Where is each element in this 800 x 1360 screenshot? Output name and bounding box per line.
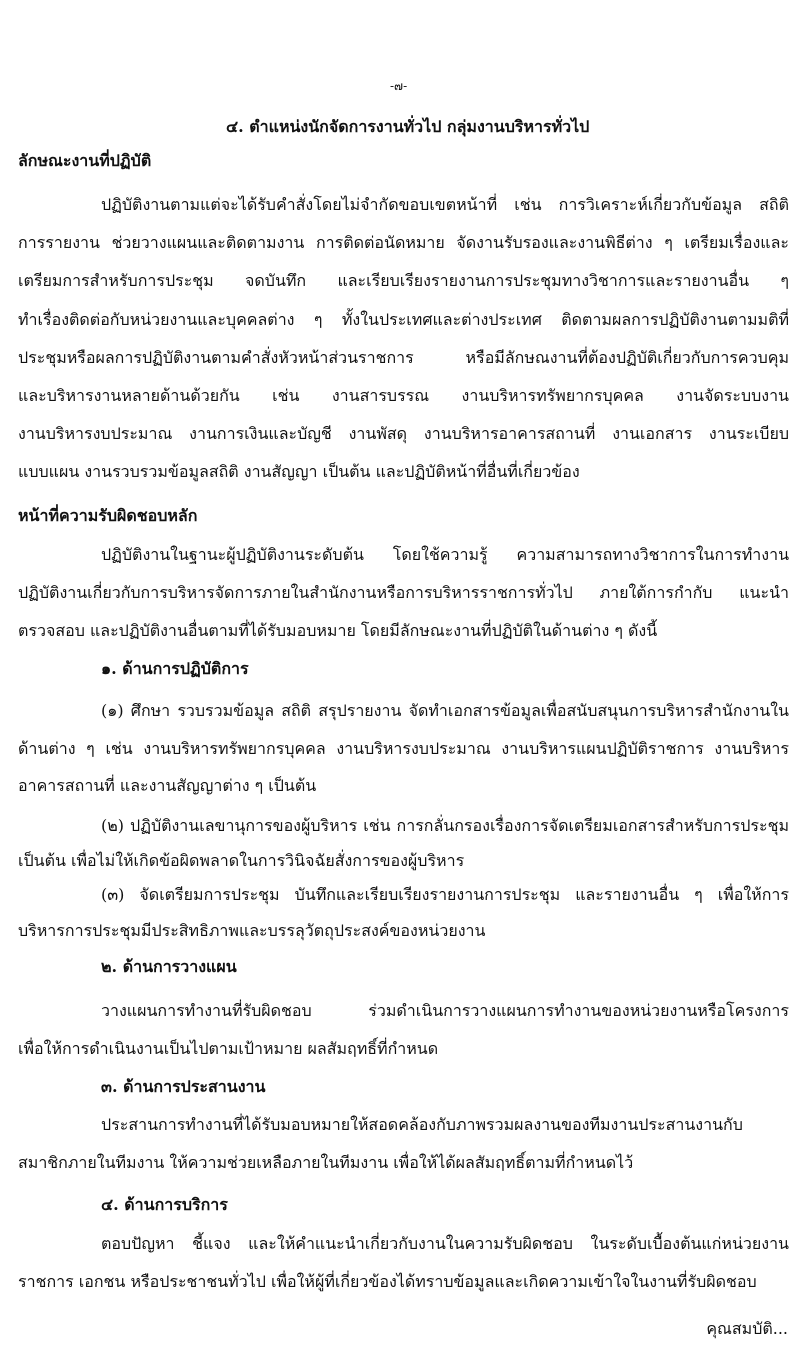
list-item-line: (๑) ศึกษา รวบรวมข้อมูล สถิติ สรุปรายงาน จัดทำเอกสารข้อมูลเพื่อสนับสนุนการบริหารสำนักงานใน bbox=[101, 701, 789, 720]
paragraph-line: งานบริหารงบประมาณ งานการเงินและบัญชี งานพัสดุ งานบริหารอาคารสถานที่ งานเอกสาร งานระเบียบ bbox=[18, 424, 789, 443]
paragraph-line: ปฏิบัติงานตามแต่จะได้รับคำสั่งโดยไม่จำกัดขอบเขตหน้าที่ เช่น การวิเคราะห์เกี่ยวกับข้อมูล สถิติ bbox=[101, 195, 789, 214]
paragraph-line: สมาชิกภายในทีมงาน ให้ความช่วยเหลือภายในทีมงาน เพื่อให้ได้ผลสัมฤทธิ์ตามที่กำหนดไว้ bbox=[18, 1153, 634, 1172]
list-item-line: (๒) ปฏิบัติงานเลขานุการของผู้บริหาร เช่น การกลั่นกรองเรื่องการจัดเตรียมเอกสารสำหรับการประชุม bbox=[101, 816, 789, 835]
paragraph-line: เพื่อให้การดำเนินงานเป็นไปตามเป้าหมาย ผลสัมฤทธิ์ที่กำหนด bbox=[18, 1039, 439, 1058]
section-heading-job-characteristics: ลักษณะงานที่ปฏิบัติ bbox=[18, 151, 152, 170]
page-number: -๗- bbox=[390, 79, 408, 93]
paragraph-line: ประสานการทำงานที่ได้รับมอบหมายให้สอดคล้องกับภาพรวมผลงานของทีมงานประสานงานกับ bbox=[101, 1115, 743, 1134]
list-item-line: ด้านต่าง ๆ เช่น งานบริหารทรัพยากรบุคคล งานบริหารงบประมาณ งานบริหารแผนปฏิบัติราชการ งานบริหาร bbox=[18, 739, 789, 758]
paragraph-line: ราชการ เอกชน หรือประชาชนทั่วไป เพื่อให้ผู้ที่เกี่ยวข้องได้ทราบข้อมูลและเกิดความเข้าใจในงานที่รับผิดชอบ bbox=[18, 1272, 757, 1291]
paragraph-line: ปฏิบัติงานเกี่ยวกับการบริหารจัดการภายในสำนักงานหรือการบริหารราชการทั่วไป ภายใต้การกำกับ แนะนำ bbox=[18, 583, 789, 602]
paragraph-line: วางแผนการทำงานที่รับผิดชอบ ร่วมดำเนินการวางแผนการทำงานของหน่วยงานหรือโครงการ bbox=[101, 1001, 789, 1020]
list-item-line: อาคารสถานที่ และงานสัญญาต่าง ๆ เป็นต้น bbox=[18, 776, 317, 795]
position-title: ๔. ตำแหน่งนักจัดการงานทั่วไป กลุ่มงานบริหารทั่วไป bbox=[226, 117, 590, 136]
subsection-heading-service: ๔. ด้านการบริการ bbox=[101, 1195, 228, 1214]
paragraph-line: ตอบปัญหา ชี้แจง และให้คำแนะนำเกี่ยวกับงานในความรับผิดชอบ ในระดับเบื้องต้นแก่หน่วยงาน bbox=[101, 1234, 789, 1253]
continuation-marker: คุณสมบัติ... bbox=[706, 1319, 788, 1338]
subsection-heading-coordination: ๓. ด้านการประสานงาน bbox=[101, 1077, 266, 1096]
list-item-line: บริหารการประชุมมีประสิทธิภาพและบรรลุวัตถุประสงค์ของหน่วยงาน bbox=[18, 921, 486, 940]
list-item-line: (๓) จัดเตรียมการประชุม บันทึกและเรียบเรียงรายงานการประชุม และรายงานอื่น ๆ เพื่อให้การ bbox=[101, 885, 789, 904]
list-item-line: เป็นต้น เพื่อไม่ให้เกิดข้อผิดพลาดในการวินิจฉัยสั่งการของผู้บริหาร bbox=[18, 851, 465, 870]
paragraph-line: ประชุมหรือผลการปฏิบัติงานตามคำสั่งหัวหน้าส่วนราชการ หรือมีลักษณงานที่ต้องปฏิบัติเกี่ยวกับการควบคุม bbox=[18, 348, 789, 367]
section-heading-main-responsibilities: หน้าที่ความรับผิดชอบหลัก bbox=[18, 506, 198, 525]
subsection-heading-planning: ๒. ด้านการวางแผน bbox=[101, 957, 237, 976]
paragraph-line: แบบแผน งานรวบรวมข้อมูลสถิติ งานสัญญา เป็นต้น และปฏิบัติหน้าที่อื่นที่เกี่ยวข้อง bbox=[18, 462, 580, 481]
paragraph-line: และบริหารงานหลายด้านด้วยกัน เช่น งานสารบรรณ งานบริหารทรัพยากรบุคคล งานจัดระบบงาน bbox=[18, 386, 789, 405]
paragraph-line: เตรียมการสำหรับการประชุม จดบันทึก และเรียบเรียงรายงานการประชุมทางวิชาการและรายงานอื่น ๆ bbox=[18, 271, 789, 290]
paragraph-line: การรายงาน ช่วยวางแผนและติดตามงาน การติดต่อนัดหมาย จัดงานรับรองและงานพิธีต่าง ๆ เตรียมเรื่องและ bbox=[18, 233, 790, 252]
paragraph-line: ทำเรื่องติดต่อกับหน่วยงานและบุคคลต่าง ๆ ทั้งในประเทศและต่างประเทศ ติดตามผลการปฏิบัติงานตามมติที่ bbox=[18, 310, 789, 329]
paragraph-line: ตรวจสอบ และปฏิบัติงานอื่นตามที่ได้รับมอบหมาย โดยมีลักษณะงานที่ปฏิบัติในด้านต่าง ๆ ดังนี้ bbox=[18, 621, 658, 640]
subsection-heading-operations: ๑. ด้านการปฏิบัติการ bbox=[101, 659, 249, 678]
paragraph-line: ปฏิบัติงานในฐานะผู้ปฏิบัติงานระดับต้น โดยใช้ความรู้ ความสามารถทางวิชาการในการทำงาน bbox=[101, 545, 789, 564]
